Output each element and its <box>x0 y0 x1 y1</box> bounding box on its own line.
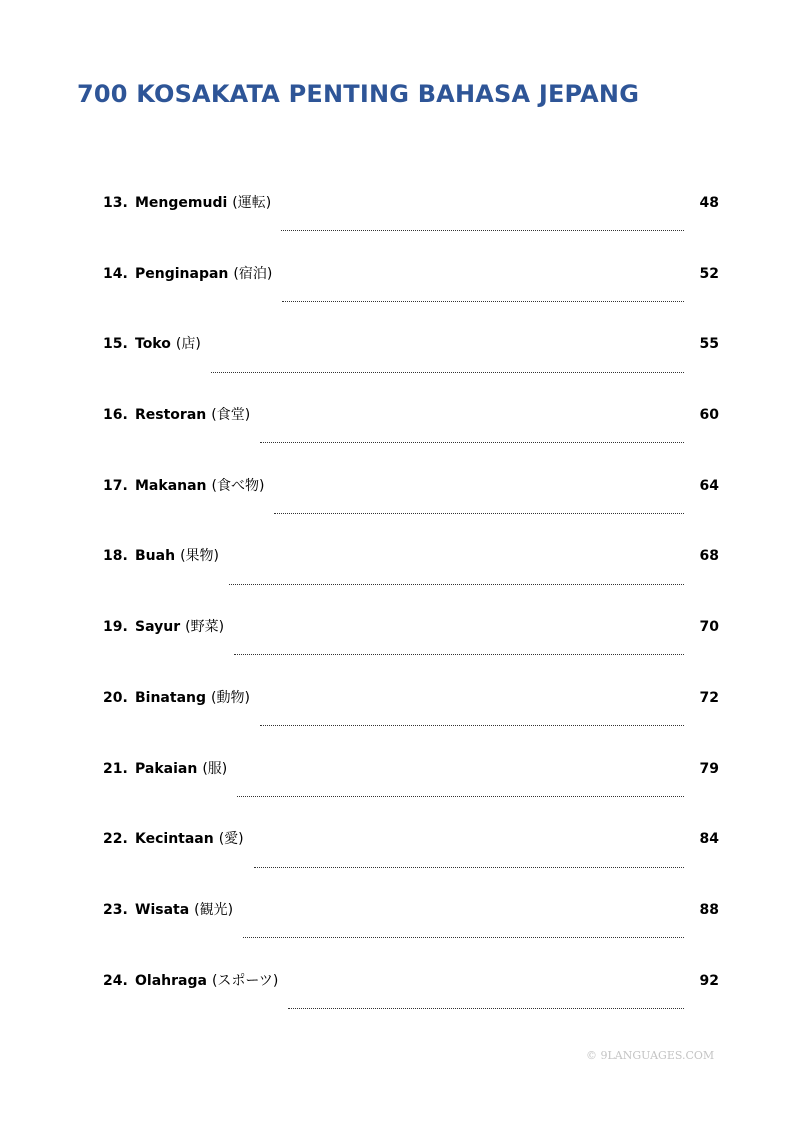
toc-entry-japanese: (食べ物) <box>211 477 265 494</box>
toc-entry[interactable] <box>103 475 719 546</box>
toc-entry-number: 19. <box>103 619 128 636</box>
toc-entry[interactable] <box>103 192 719 263</box>
table-of-contents <box>103 192 719 1040</box>
toc-entry-topic: Kecintaan <box>135 831 214 848</box>
toc-entry-japanese: (宿泊) <box>233 265 273 282</box>
toc-entry-page-number: 68 <box>699 548 719 565</box>
toc-entry-number: 18. <box>103 548 128 565</box>
toc-entry-topic: Olahraga <box>135 972 207 989</box>
toc-entry-topic: Sayur <box>135 619 181 636</box>
toc-entry-page-number: 84 <box>699 831 719 848</box>
toc-entry[interactable] <box>103 970 719 1041</box>
toc-entry-number: 17. <box>103 477 128 494</box>
toc-entry-japanese: (服) <box>202 760 228 777</box>
dot-leader <box>243 936 683 938</box>
toc-entry-japanese: (店) <box>175 336 201 353</box>
toc-entry-number: 20. <box>103 689 128 706</box>
dot-leader <box>282 300 683 302</box>
toc-entry[interactable] <box>103 333 719 404</box>
dot-leader <box>237 795 683 797</box>
toc-entry-number: 24. <box>103 972 128 989</box>
page-title: 700 KOSAKATA PENTING BAHASA JEPANG <box>77 80 640 108</box>
toc-entry[interactable] <box>103 758 719 829</box>
dot-leader <box>260 441 683 443</box>
toc-entry-japanese: (観光) <box>194 901 234 918</box>
toc-entry-topic: Toko <box>135 336 171 353</box>
toc-entry-page-number: 79 <box>699 760 719 777</box>
toc-entry-topic: Makanan <box>135 477 207 494</box>
toc-entry-page-number: 88 <box>699 901 719 918</box>
toc-entry[interactable] <box>103 687 719 758</box>
toc-entry[interactable] <box>103 404 719 475</box>
toc-entry-topic: Wisata <box>135 901 190 918</box>
dot-leader <box>229 583 684 585</box>
toc-entry-topic: Penginapan <box>135 265 229 282</box>
dot-leader <box>274 512 683 514</box>
toc-entry[interactable] <box>103 899 719 970</box>
toc-entry-number: 13. <box>103 195 128 211</box>
dot-leader <box>234 653 683 655</box>
toc-entry-japanese: (愛) <box>218 831 244 848</box>
toc-entry-page-number: 48 <box>699 195 719 211</box>
toc-entry[interactable] <box>103 263 719 334</box>
dot-leader <box>288 1007 683 1009</box>
toc-entry-number: 16. <box>103 407 128 424</box>
toc-entry-japanese: (食堂) <box>211 407 251 424</box>
toc-entry-number: 14. <box>103 265 128 282</box>
toc-entry-japanese: (果物) <box>180 548 219 565</box>
dot-leader <box>211 371 684 373</box>
toc-entry-topic: Buah <box>135 548 176 565</box>
toc-entry-page-number: 60 <box>699 407 719 424</box>
dot-leader <box>281 229 683 231</box>
dot-leader <box>254 866 684 868</box>
toc-entry[interactable] <box>103 828 719 899</box>
toc-entry-number: 23. <box>103 901 128 918</box>
toc-entry-page-number: 64 <box>699 477 719 494</box>
toc-entry-japanese: (野菜) <box>185 619 225 636</box>
toc-entry-topic: Mengemudi <box>135 195 228 211</box>
copyright-watermark: © 9LANGUAGES.COM <box>586 1049 715 1062</box>
toc-entry-page-number: 70 <box>699 619 719 636</box>
toc-entry-topic: Pakaian <box>135 760 198 777</box>
dot-leader <box>260 724 684 726</box>
toc-entry-japanese: (運転) <box>232 195 272 211</box>
toc-entry-number: 22. <box>103 831 128 848</box>
toc-entry-topic: Binatang <box>135 689 207 706</box>
toc-entry-page-number: 52 <box>699 265 719 282</box>
toc-entry[interactable] <box>103 545 719 616</box>
toc-entry-japanese: (動物) <box>211 689 250 706</box>
toc-entry-topic: Restoran <box>135 407 207 424</box>
toc-entry-page-number: 55 <box>699 336 719 353</box>
toc-entry-number: 21. <box>103 760 128 777</box>
toc-entry-page-number: 72 <box>699 689 719 706</box>
toc-entry-number: 15. <box>103 336 128 353</box>
toc-entry[interactable] <box>103 616 719 687</box>
toc-entry-japanese: (スポーツ) <box>211 972 279 989</box>
toc-entry-page-number: 92 <box>699 972 719 989</box>
